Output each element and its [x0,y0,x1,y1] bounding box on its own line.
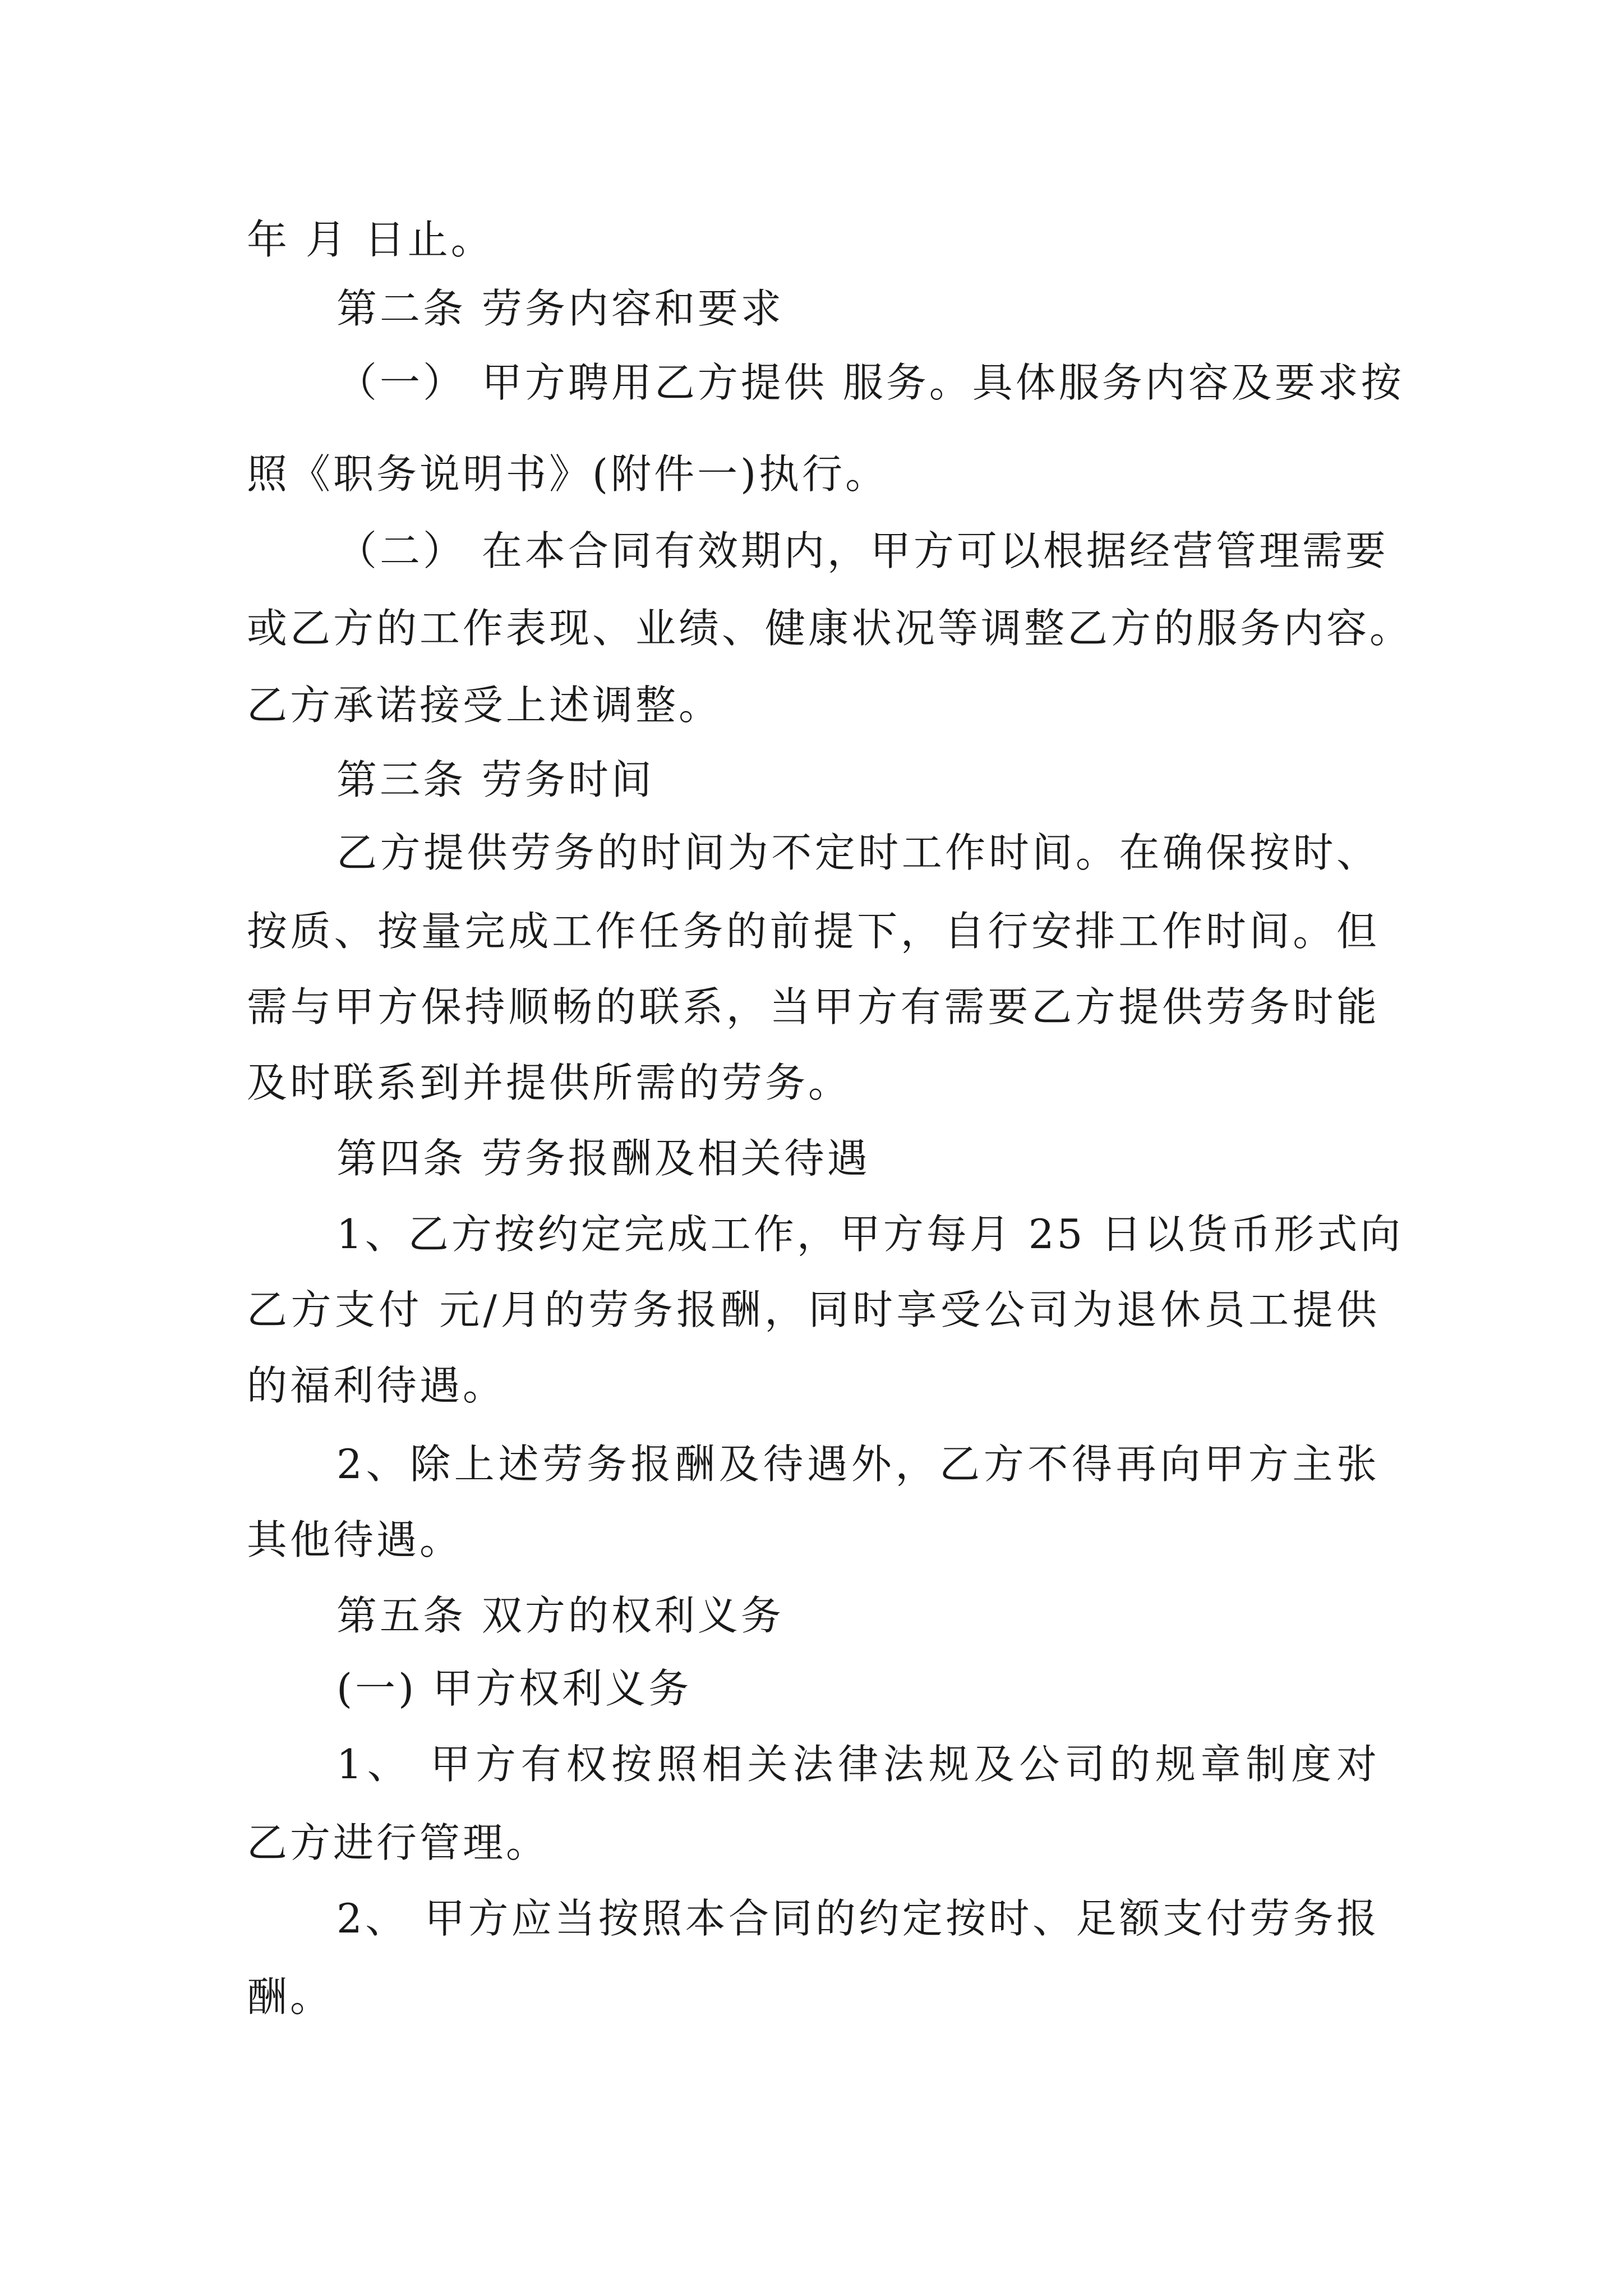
text-line: 2、除上述劳务报酬及待遇外，乙方不得再向甲方主张 [336,1441,1380,1488]
text-line: 酬。 [247,1973,334,2021]
text-line: 的福利待遇。 [247,1362,506,1409]
text-line: 2、 甲方应当按照本合同的约定按时、足额支付劳务报 [336,1895,1380,1942]
section-heading: 第三条 劳务时间 [336,756,654,803]
subsection-heading: (一) 甲方权利义务 [336,1665,692,1712]
text-line: 需与甲方保持顺畅的联系，当甲方有需要乙方提供劳务时能 [247,983,1380,1030]
text-line: 及时联系到并提供所需的劳务。 [247,1059,852,1106]
section-heading: 第四条 劳务报酬及相关待遇 [336,1135,870,1182]
text-line: 或乙方的工作表现、业绩、健康状况等调整乙方的服务内容。 [247,605,1413,652]
text-line: 1、乙方按约定完成工作，甲方每月 25 日以货币形式向 [336,1211,1404,1258]
text-line: 乙方进行管理。 [247,1819,550,1866]
section-heading: 第二条 劳务内容和要求 [336,285,784,332]
text-line: 乙方支付 元/月的劳务报酬，同时享受公司为退休员工提供 [247,1286,1380,1333]
text-line: 乙方提供劳务的时间为不定时工作时间。在确保按时、 [336,829,1380,876]
text-line: 按质、按量完成工作任务的前提下，自行安排工作时间。但 [247,908,1380,955]
section-heading: 第五条 双方的权利义务 [336,1592,784,1639]
text-line: 乙方承诺接受上述调整。 [247,682,722,729]
text-line: 其他待遇。 [247,1516,463,1563]
text-line: （二） 在本合同有效期内，甲方可以根据经营管理需要 [336,527,1389,574]
text-line: 1、 甲方有权按照相关法律法规及公司的规章制度对 [336,1741,1380,1788]
text-line: （一） 甲方聘用乙方提供 服务。具体服务内容及要求按 [336,359,1404,406]
text-line: 年 月 日止。 [247,216,494,263]
text-line: 照《职务说明书》(附件一)执行。 [247,450,889,498]
